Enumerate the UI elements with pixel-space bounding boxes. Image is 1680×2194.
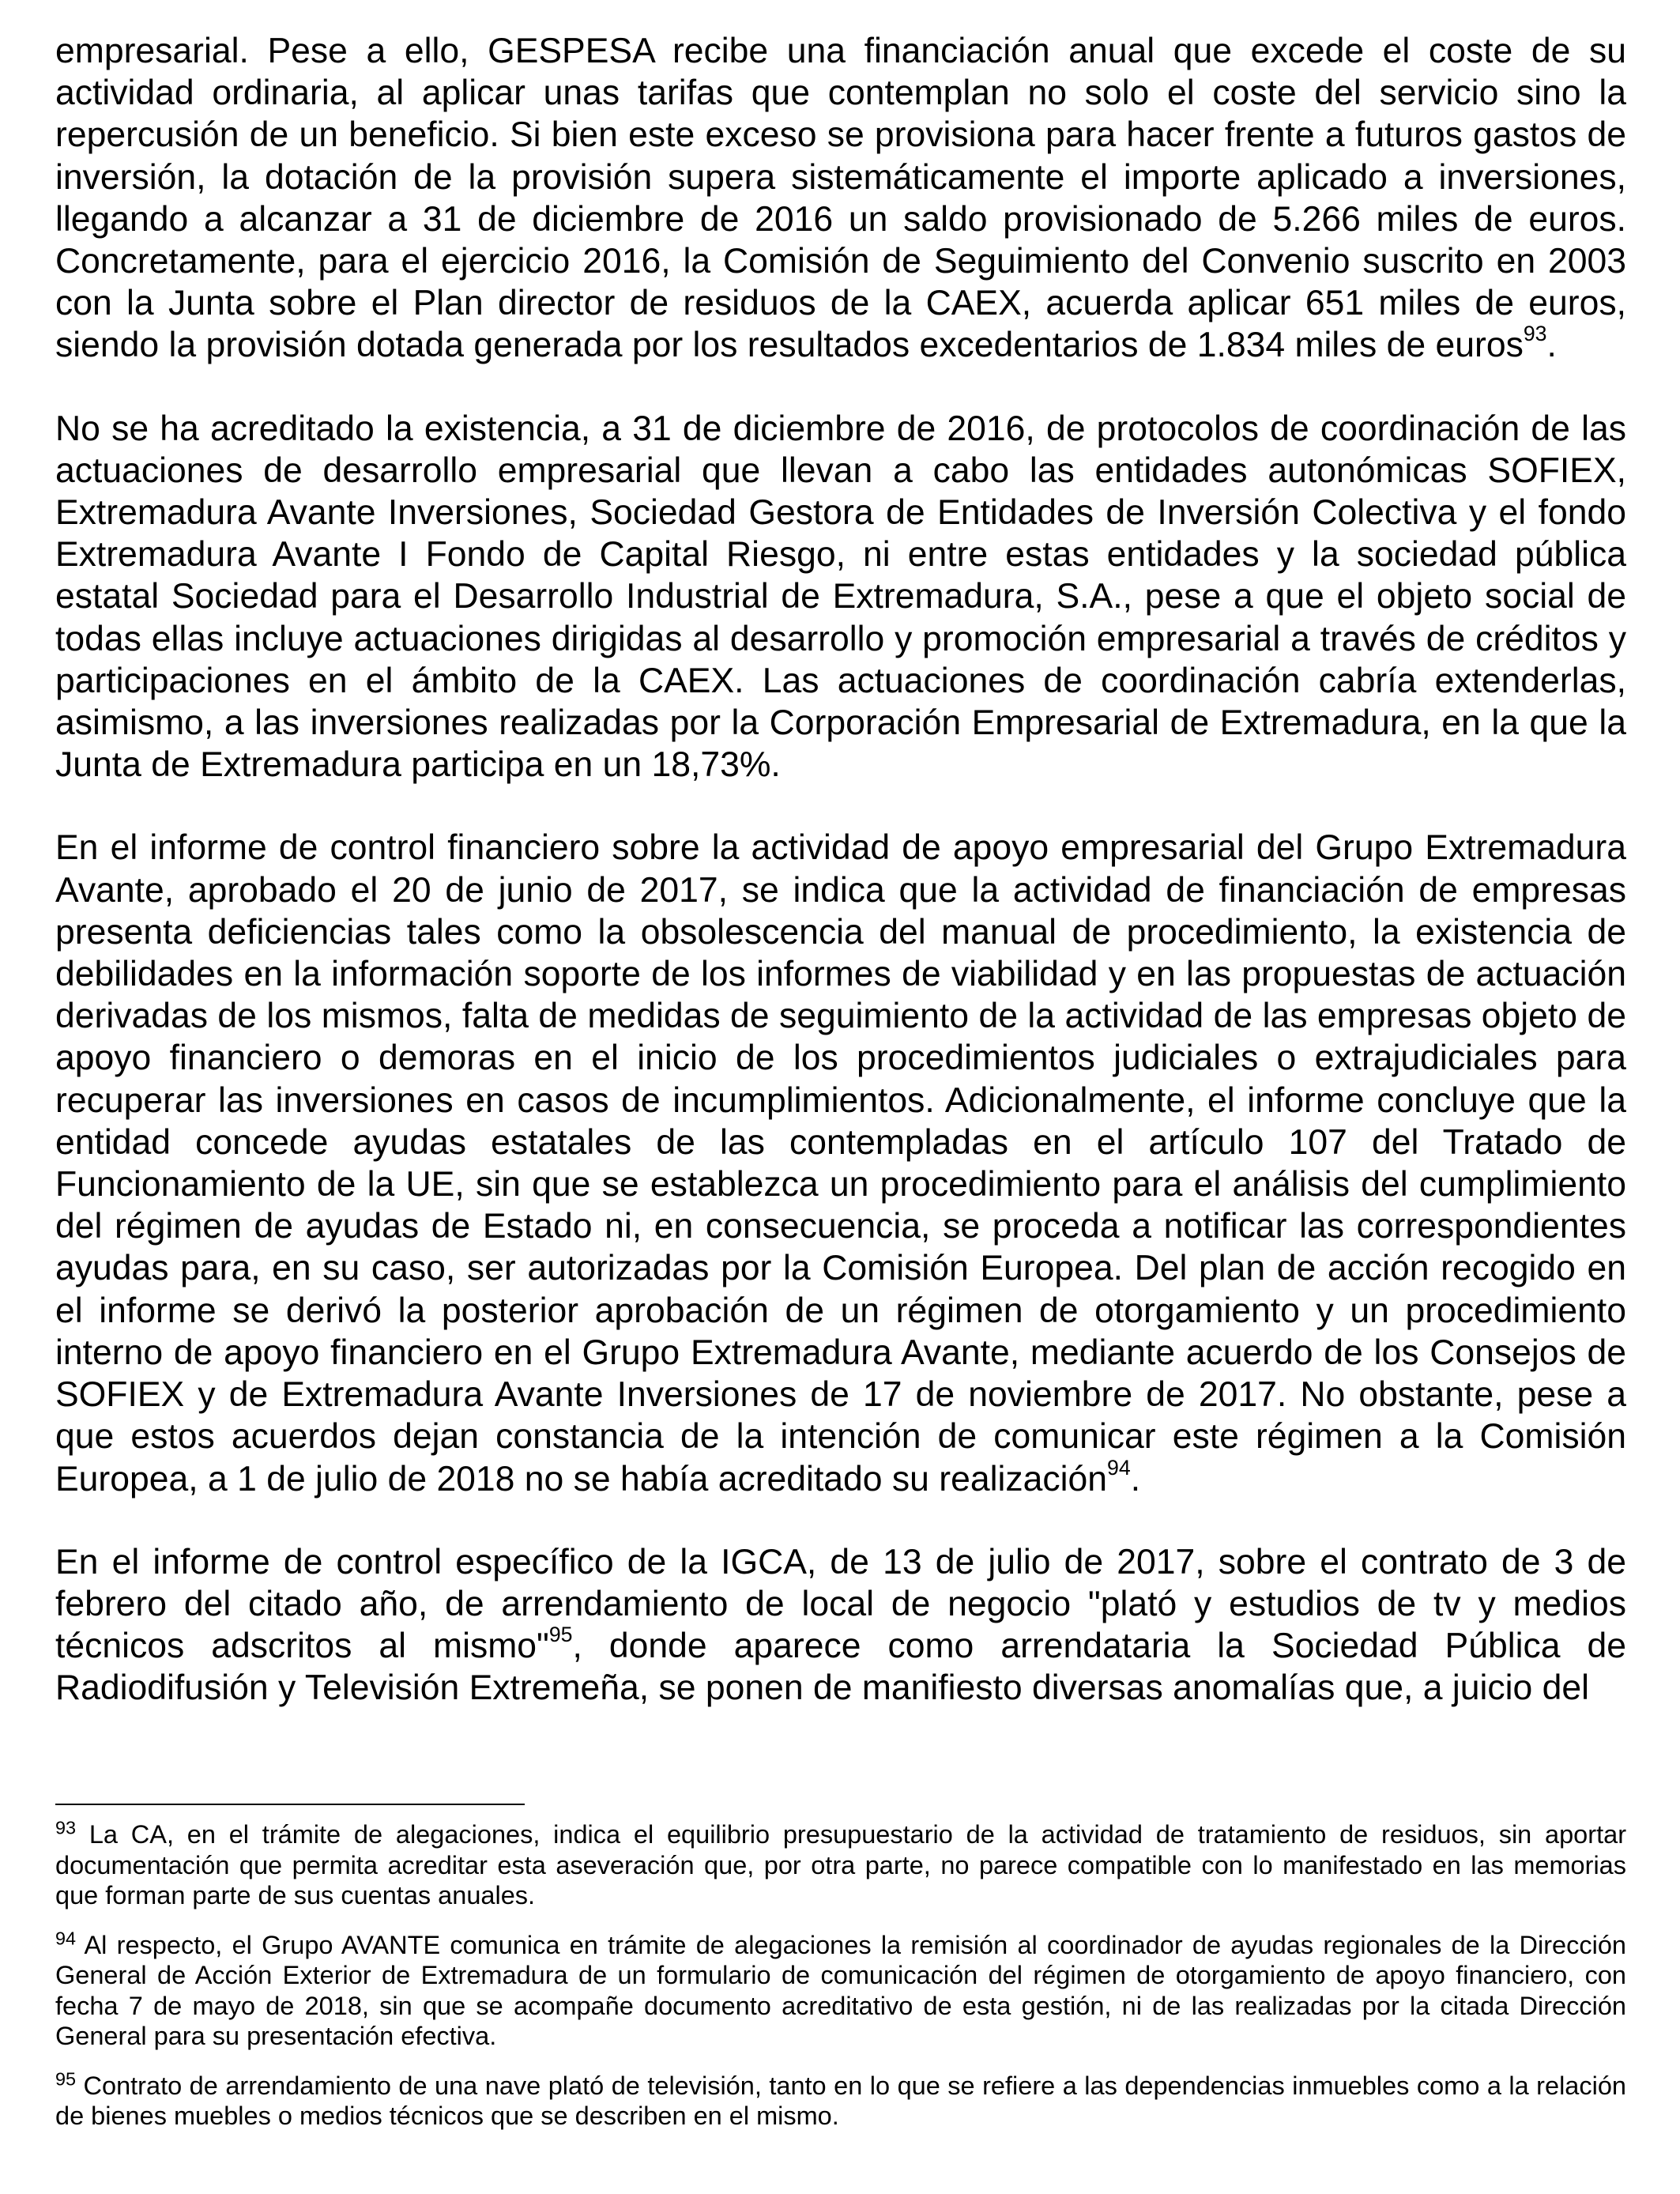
paragraph-gespesa <box>55 30 1626 367</box>
paragraph-tail: . <box>1546 326 1557 365</box>
footnote-number: 93 <box>55 1817 77 1838</box>
paragraph-igca-report <box>55 1541 1626 1710</box>
footnote-95 <box>55 2068 1626 2132</box>
paragraph-tail: . <box>1130 1459 1141 1498</box>
footnote-text: Contrato de arrendamiento de una nave plató de televisión, tanto en lo que se refiere a las dependencias inmuebles como a la relación de bienes muebles o medios técnicos que se describen en el mismo. <box>55 2071 1626 2130</box>
footnote-93 <box>55 1819 1626 1911</box>
footnotes-section <box>55 1819 1626 2151</box>
paragraph-text: No se ha acreditado la existencia, a 31 de diciembre de 2016, de protocolos de coordinación de las actuaciones de desarrollo empresarial que llevan a cabo las entidades autonómicas SOFIEX, Extremadura Avante Inversiones, Sociedad Gestora de Entidades de Inversión Colectiva y el fondo Extremadura Avante I Fondo de Capital Riesgo, ni entre estas entidades y la sociedad pública estatal Sociedad para el Desarrollo Industrial de Extremadura, S.A., pese a que el objeto social de todas ellas incluye actuaciones dirigidas al desarrollo y promoción empresarial a través de créditos y participaciones en el ámbito de la CAEX. Las actuaciones de coordinación cabría extenderlas, asimismo, a las inversiones realizadas por la Corporación Empresarial de Extremadura, en la que la Junta de Extremadura participa en un 18,73%. <box>55 409 1626 785</box>
footnote-text: Al respecto, el Grupo AVANTE comunica en trámite de alegaciones la remisión al coordinador de ayudas regionales de la Dirección General de Acción Exterior de Extremadura de un formulario de comunicación del régimen de otorgamiento de apoyo financiero, con fecha 7 de mayo de 2018, sin que se acompañe documento acreditativo de esta gestión, ni de las realizadas por la citada Dirección General para su presentación efectiva. <box>55 1930 1626 2050</box>
footnote-number: 95 <box>55 2068 77 2089</box>
paragraph-tail: , donde aparece como arrendataria la Sociedad Pública de Radiodifusión y Televisión Extremeña, se ponen de manifiesto diversas anomalías que, a juicio del <box>55 1627 1626 1708</box>
paragraph-text: empresarial. Pese a ello, GESPESA recibe una financiación anual que excede el coste de su actividad ordinaria, al aplicar unas tarifas que contemplan no solo el coste del servicio sino la repercusión de un beneficio. Si bien este exceso se provisiona para hacer frente a futuros gastos de inversión, la dotación de la provisión supera sistemáticamente el importe aplicado a inversiones, llegando a alcanzar a 31 de diciembre de 2016 un saldo provisionado de 5.266 miles de euros. Concretamente, para el ejercicio 2016, la Comisión de Seguimiento del Convenio suscrito en 2003 con la Junta sobre el Plan director de residuos de la CAEX, acuerda aplicar 651 miles de euros, siendo la provisión dotada generada por los resultados excedentarios de 1.834 miles de euros <box>55 32 1626 365</box>
paragraph-text: En el informe de control específico de la IGCA, de 13 de julio de 2017, sobre el contrato de 3 de febrero del citado año, de arrendamiento de local de negocio "plató y estudios de tv y medios técnicos adscritos al mismo" <box>55 1542 1626 1666</box>
paragraph-text: En el informe de control financiero sobre la actividad de apoyo empresarial del Grupo Extremadura Avante, aprobado el 20 de junio de 2017, se indica que la actividad de financiación de empresas presenta deficiencias tales como la obsolescencia del manual de procedimiento, la existencia de debilidades en la información soporte de los informes de viabilidad y en las propuestas de actuación derivadas de los mismos, falta de medidas de seguimiento de la actividad de las empresas objeto de apoyo financiero o demoras en el inicio de los procedimientos judiciales o extrajudiciales para recuperar las inversiones en casos de incumplimientos. Adicionalmente, el informe concluye que la entidad concede ayudas estatales de las contempladas en el artículo 107 del Tratado de Funcionamiento de la UE, sin que se establezca un procedimiento para el análisis del cumplimiento del régimen de ayudas de Estado ni, en consecuencia, se proceda a notificar las correspondientes ayudas para, en su caso, ser autorizadas por la Comisión Europea. Del plan de acción recogido en el informe se derivó la posterior aprobación de un régimen de otorgamiento y un procedimiento interno de apoyo financiero en el Grupo Extremadura Avante, mediante acuerdo de los Consejos de SOFIEX y de Extremadura Avante Inversiones de 17 de noviembre de 2017. No obstante, pese a que estos acuerdos dejan constancia de la intención de comunicar este régimen a la Comisión Europea, a 1 de julio de 2018 no se había acreditado su realización <box>55 828 1626 1498</box>
footnote-text: La CA, en el trámite de alegaciones, indica el equilibrio presupuestario de la actividad de tratamiento de residuos, sin aportar documentación que permita acreditar esta aseveración que, por otra parte, no parece compatible con lo manifestado en las memorias que forman parte de sus cuentas anuales. <box>55 1820 1627 1909</box>
footnote-ref-95[interactable]: 95 <box>548 1623 573 1647</box>
paragraph-financial-control-report <box>55 827 1626 1499</box>
footnote-ref-94[interactable]: 94 <box>1107 1455 1131 1480</box>
document-body <box>55 30 1626 1710</box>
footnote-ref-93[interactable]: 93 <box>1523 322 1547 346</box>
footnote-separator <box>55 1804 525 1805</box>
footnote-94 <box>55 1927 1626 2052</box>
paragraph-coordination-protocols <box>55 408 1626 786</box>
footnote-number: 94 <box>55 1927 77 1948</box>
